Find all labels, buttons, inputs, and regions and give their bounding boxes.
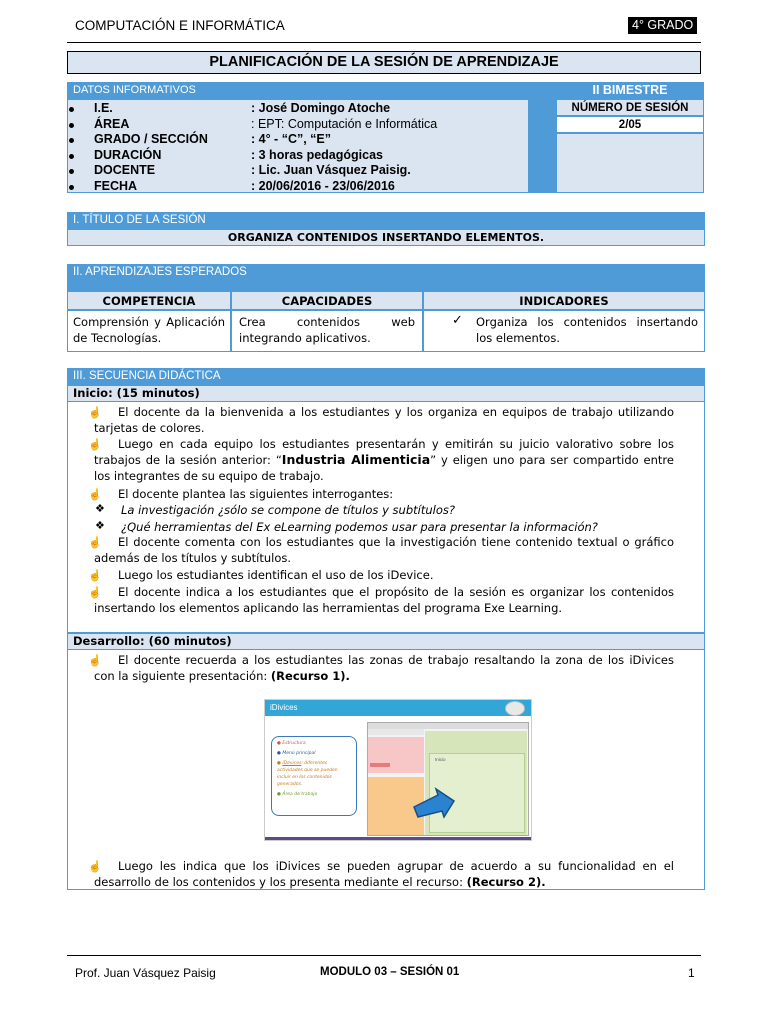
capacidades-cell: Crea contenidos web integrando aplicativos. bbox=[231, 310, 423, 352]
datos-item bbox=[76, 101, 516, 117]
inicio-item bbox=[94, 534, 674, 566]
hand-pointer-icon: ☝ bbox=[88, 587, 102, 599]
inicio-text: ” y eligen uno para ser compartido entre los integrantes de su equipo de trabajo. bbox=[94, 453, 674, 483]
question-1: La investigación ¿sólo se compone de títulos y subtítulos? bbox=[121, 503, 455, 517]
bullet-icon bbox=[69, 123, 74, 128]
inicio-bold-text: Industria Alimenticia bbox=[281, 452, 431, 467]
hand-pointer-icon: ☝ bbox=[88, 861, 102, 873]
session-number-value: 2/05 bbox=[556, 116, 704, 133]
session-extra-box bbox=[556, 133, 704, 193]
inicio-text: El docente da la bienvenida a los estudiantes y los organiza en equipos de trabajo utilizando tarjetas de colores. bbox=[94, 405, 674, 435]
bullet-icon bbox=[69, 154, 74, 159]
slide-bullet: ● Área de trabajo bbox=[277, 792, 318, 797]
diamond-bullet-icon: ❖ bbox=[95, 503, 105, 515]
slide-bullet-text: Área de trabajo bbox=[282, 792, 318, 797]
bullet-icon bbox=[69, 169, 74, 174]
session-title: ORGANIZA CONTENIDOS INSERTANDO ELEMENTOS. bbox=[67, 229, 705, 246]
footer-rule bbox=[67, 955, 701, 956]
inicio-box bbox=[67, 402, 705, 633]
hand-pointer-icon: ☝ bbox=[88, 439, 102, 451]
inicio-text: El docente indica a los estudiantes que el propósito de la sesión es organizar los contenidos insertando los elementos aplicando las herramientas del programa Exe Learning. bbox=[94, 585, 674, 615]
datos-item bbox=[76, 179, 516, 195]
datos-label: FECHA bbox=[94, 178, 138, 193]
recurso-2-label: (Recurso 2). bbox=[466, 875, 546, 889]
slide-bullet: ● Estructura bbox=[277, 741, 306, 746]
slide-title-bar bbox=[265, 700, 532, 716]
slide-bullet-text: Menú principal bbox=[282, 751, 316, 756]
slide-bullet-text: iDevices bbox=[282, 761, 302, 766]
header-rule bbox=[67, 42, 701, 43]
col-indicadores: INDICADORES bbox=[423, 291, 705, 310]
datos-label: ÁREA bbox=[94, 116, 130, 131]
hand-pointer-icon: ☝ bbox=[88, 537, 102, 549]
datos-label: GRADO / SECCIÓN bbox=[94, 132, 208, 146]
slide-legend-box bbox=[271, 736, 357, 816]
inicio-item bbox=[94, 404, 674, 436]
desarrollo-label: Desarrollo: (60 minutos) bbox=[67, 633, 705, 650]
grade-badge: 4° GRADO bbox=[628, 17, 697, 34]
bimestre-label: II BIMESTRE bbox=[556, 82, 704, 99]
inicio-text: Luego los estudiantes identifican el uso de los iDevice. bbox=[118, 568, 434, 582]
datos-label: DOCENTE bbox=[94, 163, 156, 177]
session-number-label: NÚMERO DE SESIÓN bbox=[556, 99, 704, 116]
bullet-icon bbox=[69, 138, 74, 143]
slide-bottom-bar bbox=[265, 837, 531, 840]
datos-box bbox=[67, 99, 529, 193]
check-icon: ✓ bbox=[452, 312, 463, 327]
datos-item bbox=[76, 163, 516, 179]
slide-title: iDivices bbox=[270, 703, 298, 712]
recurso-1-label: (Recurso 1). bbox=[270, 669, 350, 683]
inicio-text: El docente comenta con los estudiantes que la investigación tiene contenido textual o gráfico además de los títulos y subtítulos. bbox=[94, 535, 674, 565]
slide-bullet-text: : diferentes actividades que se pueden incluir en los contenidos generados. bbox=[277, 761, 338, 787]
titulo-heading: I. TÍTULO DE LA SESIÓN bbox=[67, 212, 705, 229]
inicio-item bbox=[94, 567, 674, 583]
datos-heading: DATOS INFORMATIVOS bbox=[67, 82, 529, 99]
datos-item bbox=[76, 148, 516, 164]
inicio-text: Luego en cada equipo los estudiantes presentarán y emitirán su juicio valorativo sobre los trabajos de la sesión anterior: “ bbox=[94, 437, 674, 467]
inicio-item bbox=[94, 486, 674, 502]
datos-item bbox=[76, 132, 516, 148]
recurso-1-slide bbox=[264, 699, 532, 841]
competencia-cell: Comprensión y Aplicación de Tecnologías. bbox=[67, 310, 231, 352]
datos-value: : 3 horas pedagógicas bbox=[251, 147, 383, 162]
hand-pointer-icon: ☝ bbox=[88, 407, 102, 419]
screenshot-inicio-tab: Inicio bbox=[435, 757, 446, 762]
datos-value: : 4° - “C”, “E” bbox=[251, 132, 332, 146]
datos-value: : EPT: Computación e Informática bbox=[251, 116, 438, 131]
header-course: COMPUTACIÓN E INFORMÁTICA bbox=[75, 18, 285, 33]
datos-item bbox=[76, 117, 516, 133]
screenshot-buttons bbox=[370, 763, 390, 767]
screenshot-structure-panel bbox=[368, 737, 424, 773]
inicio-item bbox=[94, 436, 674, 484]
datos-value: : Lic. Juan Vásquez Paisig. bbox=[251, 163, 411, 177]
inicio-label: Inicio: (15 minutos) bbox=[67, 385, 705, 402]
desarrollo-item bbox=[94, 858, 674, 890]
desarrollo-text: Luego les indica que los iDivices se pueden agrupar de acuerdo a su funcionalidad en el desarrollo de los contenidos y los presenta mediante el recurso: bbox=[94, 859, 674, 889]
arrow-icon bbox=[410, 787, 456, 821]
footer-author: Prof. Juan Vásquez Paisig bbox=[75, 966, 216, 980]
datos-list bbox=[76, 101, 516, 194]
desarrollo-box bbox=[67, 650, 705, 890]
page-title: PLANIFICACIÓN DE LA SESIÓN DE APRENDIZAJE bbox=[67, 51, 701, 74]
datos-divider bbox=[529, 82, 556, 193]
indicador-text: Organiza los contenidos insertando los elementos. bbox=[476, 315, 698, 345]
slide-bullet-text: Estructura bbox=[282, 741, 306, 746]
slide-bullet: ● iDevices: diferentes actividades que se pueden incluir en los contenidos generados. bbox=[277, 761, 338, 787]
indicadores-cell bbox=[423, 310, 705, 352]
footer-module: MODULO 03 – SESIÓN 01 bbox=[320, 966, 460, 978]
question-2: ¿Qué herramientas del Ex eLearning podemos usar para presentar la información? bbox=[121, 520, 598, 534]
desarrollo-text: El docente recuerda a los estudiantes las zonas de trabajo resaltando la zona de los iDivices con la siguiente presentación: bbox=[94, 653, 674, 683]
secuencia-heading: III. SECUENCIA DIDÁCTICA bbox=[67, 368, 705, 385]
hand-pointer-icon: ☝ bbox=[88, 570, 102, 582]
diamond-bullet-icon: ❖ bbox=[95, 520, 105, 532]
datos-value: : 20/06/2016 - 23/06/2016 bbox=[251, 178, 395, 193]
bullet-icon bbox=[69, 107, 74, 112]
bullet-icon bbox=[69, 185, 74, 190]
slide-screenshot bbox=[367, 722, 529, 836]
datos-label: DURACIÓN bbox=[94, 147, 162, 162]
slide-bullet: ● Menú principal bbox=[277, 751, 316, 756]
col-competencia: COMPETENCIA bbox=[67, 291, 231, 310]
footer-page-number: 1 bbox=[688, 966, 695, 980]
screenshot-toolbar bbox=[368, 729, 424, 735]
datos-value: : José Domingo Atoche bbox=[251, 101, 391, 115]
inicio-text: El docente plantea las siguientes interrogantes: bbox=[118, 487, 394, 501]
col-capacidades: CAPACIDADES bbox=[231, 291, 423, 310]
aprendizajes-heading: II. APRENDIZAJES ESPERADOS bbox=[67, 264, 705, 291]
hand-pointer-icon: ☝ bbox=[88, 489, 102, 501]
desarrollo-item bbox=[94, 652, 674, 684]
slide-logo-icon bbox=[505, 701, 525, 716]
datos-label: I.E. bbox=[94, 101, 113, 115]
hand-pointer-icon: ☝ bbox=[88, 655, 102, 667]
inicio-item bbox=[94, 584, 674, 616]
